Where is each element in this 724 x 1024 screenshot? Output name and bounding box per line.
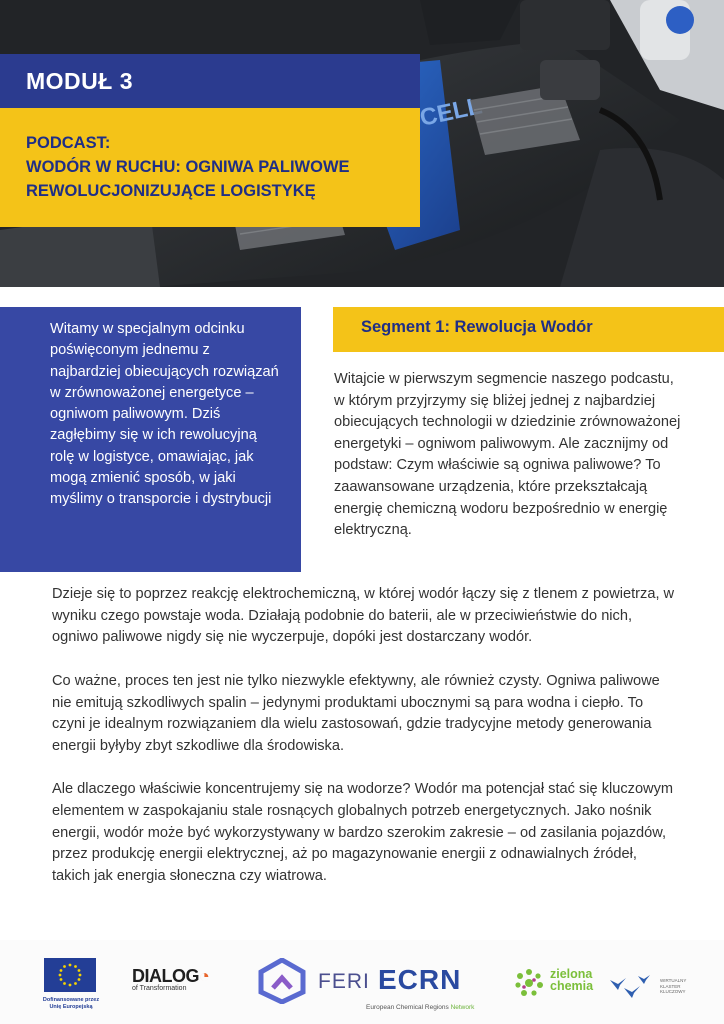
zielona-line-2: chemia xyxy=(550,979,594,993)
partner-logos-footer xyxy=(0,940,724,1024)
ecrn-subtitle-network: Network xyxy=(450,1004,475,1011)
eu-caption-line-2: Unię Europejską xyxy=(49,1004,93,1010)
eu-caption-line-1: Dofinansowane przez xyxy=(42,997,100,1003)
feri-logo-mark xyxy=(257,958,307,1009)
segment-header xyxy=(333,307,724,352)
engine-cover-text: CELL xyxy=(417,92,485,132)
feri-logo-text: FERI xyxy=(318,970,370,993)
podcast-title-line-1: WODÓR W RUCHU: OGNIWA PALIWOWE xyxy=(26,158,350,176)
zielona-line-1: zielona xyxy=(550,967,593,981)
eu-flag-logo xyxy=(44,958,96,992)
dialog-logo: DIALOG◔ of Transformation xyxy=(132,966,210,992)
podcast-title-line-2: REWOLUCJONIZUJĄCE LOGISTYKĘ xyxy=(26,182,316,200)
intro-box xyxy=(0,307,301,572)
birds-text-line-2: KLASTER xyxy=(660,983,681,989)
module-label: MODUŁ 3 xyxy=(26,67,133,94)
birds-logo-icon xyxy=(608,970,658,1009)
zielona-chemia-icon xyxy=(512,966,546,1005)
segment-title: Segment 1: Rewolucja Wodór xyxy=(361,318,593,336)
intro-text: Witamy w specjalnym odcinku poświęconym jednemu z najbardziej obiecujących rozwiązań w zrównoważonej energetyce – ogniwom paliwowym. Dziś zagłębimy się w ich rewolucyjną rolę w logistyce, omawiając, jak mogą zmienić sposób, w jaki myślimy o transporcie i dystrybucji xyxy=(50,321,279,508)
dialog-title: DIALOG xyxy=(132,966,199,986)
body-text xyxy=(52,584,677,910)
birds-text-line-3: KLUCZOWY xyxy=(660,989,686,994)
zielona-chemia-text xyxy=(550,968,593,992)
birds-logo-text xyxy=(660,978,690,995)
ecrn-subtitle-text: European Chemical Regions xyxy=(366,1004,451,1011)
body-paragraph-2: Co ważne, proces ten jest nie tylko niezwykle efektywny, ale również czysty. Ogniwa paliwowe nie emitują szkodliwych spalin – jedynymi produktami ubocznymi są para wodna i ciepło. To czyni je idealnym rozwiązaniem dla wielu zastosowań, gdzie tradycyjne metody generowania energii byłyby zbyt szkodliwe dla środowiska. xyxy=(52,672,660,754)
eu-caption xyxy=(38,997,104,1011)
podcast-title-box xyxy=(0,108,420,227)
module-banner xyxy=(0,54,420,108)
ecrn-logo: ECRN xyxy=(378,964,462,995)
body-paragraph-3: Ale dlaczego właściwie koncentrujemy się na wodorze? Wodór ma potencjał stać się kluczowym elementem w zaspokajaniu stale rosnących globalnych potrzeb energetycznych. Jako nośnik energii, wodór może być wykorzystywany w bardzo szerokim zakresie – od zasilania pojazdów, przez produkcję energii elektrycznej, aż po magazynowanie energii z odnawialnych źródeł, takich jak energia słoneczna czy wiatrowa. xyxy=(52,781,674,885)
segment-paragraph: Witajcie w pierwszym segmencie naszego podcastu, w którym przyjrzymy się bliżej jednej z najbardziej obiecujących technologii w dziedzinie zrównoważonej energetyki – ogniwom paliwowym. Ale zacznijmy od podstaw: Czym właściwie są ogniwa paliwowe? To zaawansowane urządzenia, które przekształcają energię chemiczną wodoru bezpośrednio w energię elektryczną. xyxy=(334,371,681,539)
body-paragraph-1: Dzieje się to poprzez reakcję elektrochemiczną, w której wodór łączy się z tlenem z powietrza, w wyniku czego powstaje woda. Działają podobnie do baterii, ale w przeciwieństwie do nich, ogniwo paliwowe nigdy się nie wyczerpuje, dopóki jest dostarczany wodór. xyxy=(52,586,675,646)
podcast-label: PODCAST: xyxy=(26,134,111,152)
segment-column xyxy=(334,369,684,542)
dialog-subtitle: of Transformation xyxy=(132,985,187,992)
ecrn-subtitle xyxy=(366,1004,474,1011)
birds-text-line-1: WIRTUALNY xyxy=(660,978,687,983)
hero-image xyxy=(0,0,724,287)
